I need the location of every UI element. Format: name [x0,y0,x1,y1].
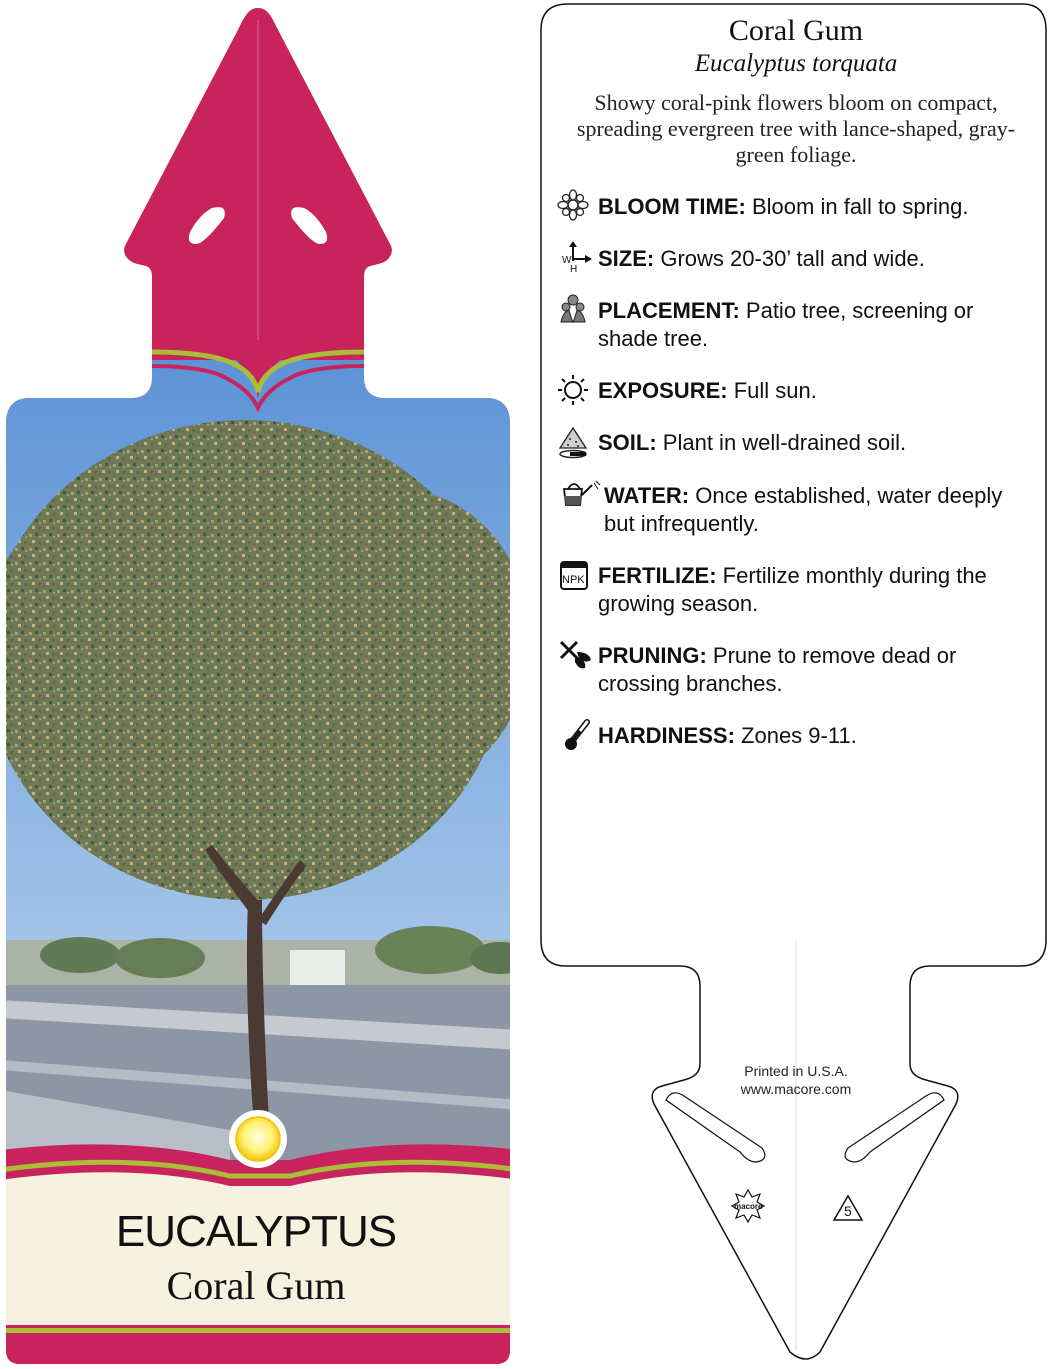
care-label: BLOOM TIME: [598,194,746,219]
care-soil [598,429,1023,457]
care-label: WATER: [604,483,690,508]
fertilizer-bag-icon [561,562,587,589]
fertilizer-icon-npk: NPK [562,574,585,586]
care-text: Full sun. [733,378,817,403]
lime-stripe-bottom [0,1328,520,1333]
front-common-name: Coral Gum [166,1263,346,1308]
care-text: Grows 20-30’ tall and wide. [660,246,925,271]
care-text: Once established, water deeply but infrequently. [604,483,1003,536]
care-text: Fertilize monthly during the growing season. [598,563,987,616]
care-fertilize [598,562,998,618]
care-label: FERTILIZE: [598,563,717,588]
printed-in: Printed in U.S.A. [744,1063,848,1079]
recycle-code: 5 [844,1203,852,1219]
website-link[interactable]: www.macore.com [740,1081,852,1097]
care-size [598,245,1023,273]
front-genus-title: EUCALYPTUS [115,1207,397,1256]
care-label: SIZE: [598,246,655,271]
care-text: Zones 9-11. [741,723,857,748]
care-text: Prune to remove dead or crossing branches. [598,643,957,696]
macore-logo [732,1190,764,1222]
plant-description: Showy coral-pink flowers bloom on compact, spreading evergreen tree with lance-shaped, gray-green foliage. [576,90,1016,167]
care-pruning [598,642,978,698]
care-text: Plant in well-drained soil. [662,430,907,455]
care-text: Bloom in fall to spring. [752,194,969,219]
top-band [0,0,520,398]
care-hardiness [598,722,1023,750]
sun-exposure-badge [229,1110,287,1168]
care-placement [598,297,993,353]
care-label: SOIL: [598,430,657,455]
care-label: EXPOSURE: [598,378,728,403]
care-exposure [598,377,1023,405]
macore-logo-text: macore [734,1202,763,1211]
plant-title: Coral Gum [728,14,864,47]
print-info [700,1062,892,1098]
size-icon-h: H [570,264,578,275]
care-label: PRUNING: [598,643,707,668]
care-bloom-time [598,193,1023,221]
care-water [604,482,1024,538]
care-text: Patio tree, screening or shade tree. [598,298,974,351]
care-label: PLACEMENT: [598,298,740,323]
care-label: HARDINESS: [598,723,735,748]
scientific-name: Eucalyptus torquata [694,50,898,77]
size-icon-w: W [562,255,572,266]
